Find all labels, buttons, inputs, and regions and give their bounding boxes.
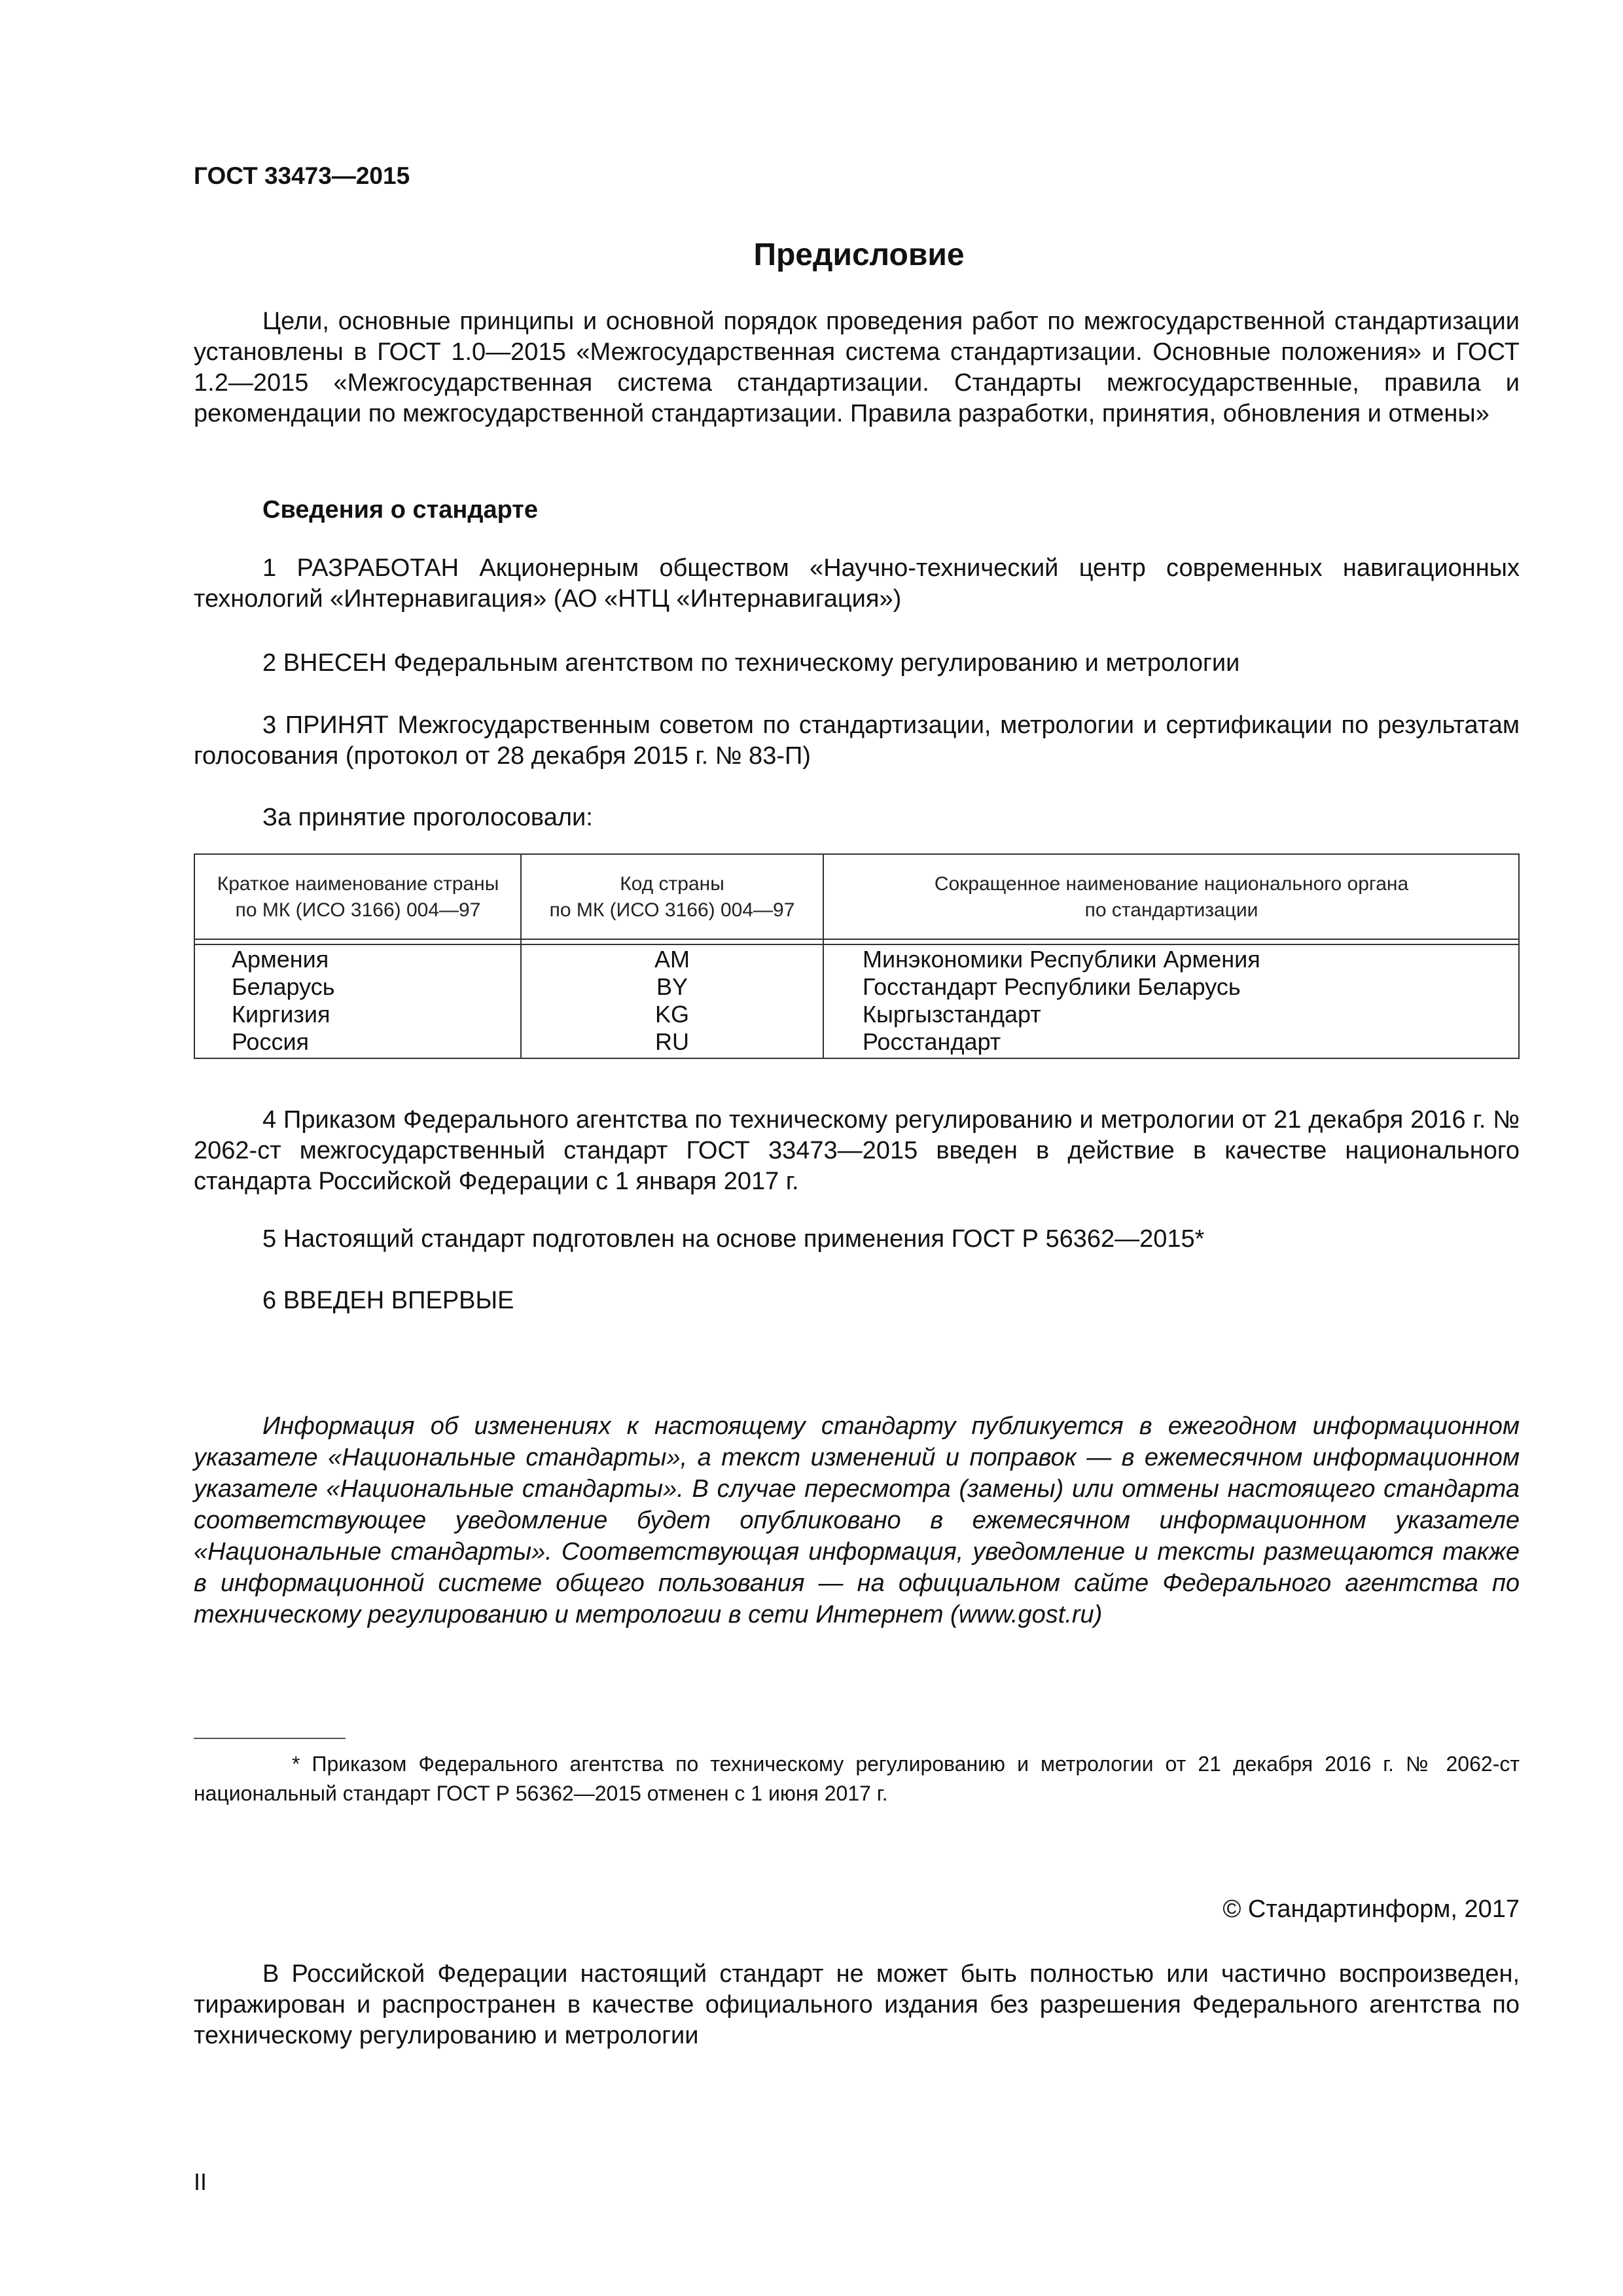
table-header-code: [521, 855, 823, 940]
table-cell-body: Росстандарт: [863, 1028, 1001, 1055]
item-4-paragraph: 4 Приказом Федерального агентства по техническому регулированию и метрологии от 21 декабря 2016 г. № 2062-ст межгосударственный стандарт ГОСТ 33473—2015 введен в действие в качестве национального стандарта Российской Федерации с 1 января 2017 г.: [194, 1106, 1520, 1195]
table-header-body-line1: Сокращенное наименование национального органа: [934, 873, 1409, 895]
table-cell-code: AM: [654, 946, 690, 973]
intro-paragraph: Цели, основные принципы и основной порядок проведения работ по межгосударственной стандартизации установлены в ГОСТ 1.0—2015 «Межгосударственная система стандартизации. Основные положения» и ГОСТ 1.2—2015 «Межгосударственная система стандартизации. Стандарты межгосударственные, правила и рекомендации по межгосударственной стандартизации. Правила разработки, принятия, обновления и отмены»: [194, 308, 1520, 427]
voting-table: [194, 853, 1520, 1059]
item-3-paragraph: 3 ПРИНЯТ Межгосударственным советом по стандартизации, метрологии и сертификации по результатам голосования (протокол от 28 декабря 2015 г. № 83-П): [194, 711, 1520, 770]
copyright-line: © Стандартинформ, 2017: [1222, 1895, 1520, 1923]
item-6-paragraph: 6 ВВЕДЕН ВПЕРВЫЕ: [262, 1287, 514, 1314]
table-header-rule: [195, 939, 1518, 940]
table-header-country-line1: Краткое наименование страны: [217, 873, 499, 895]
table-cell-code: RU: [655, 1028, 689, 1055]
table-header-code-line2: по МК (ИСО 3166) 004—97: [549, 899, 795, 921]
table-cell-body: Кыргызстандарт: [863, 1001, 1041, 1028]
table-cell-country: Киргизия: [232, 1001, 330, 1028]
info-note-paragraph: Информация об изменениях к настоящему стандарту публикуется в ежегодном информационном указателе «Национальные стандарты», а текст изменений и поправок — в ежемесячном информационном указателе «Национальные стандарты». В случае пересмотра (замены) или отмены настоящего стандарта соответствующее уведомление будет опубликовано в ежемесячном информационном указателе «Национальные стандарты». Соответствующая информация, уведомление и тексты размещаются также в информационной системе общего пользования — на официальном сайте Федерального агентства по техническому регулированию и метрологии в сети Интернет (www.gost.ru): [194, 1412, 1520, 1628]
table-header-country-line2: по МК (ИСО 3166) 004—97: [235, 899, 481, 921]
table-header-body: [823, 855, 1520, 940]
document-code-header: ГОСТ 33473—2015: [194, 162, 410, 189]
table-header-country: [195, 855, 521, 940]
table-cell-country: Россия: [232, 1028, 310, 1055]
footnote-separator: [194, 1738, 346, 1739]
table-header-code-line1: Код страны: [620, 873, 724, 895]
table-cell-code: KG: [654, 1001, 689, 1028]
table-cell-country: Армения: [232, 946, 329, 973]
table-header-body-line2: по стандартизации: [1084, 899, 1258, 921]
page-number: II: [194, 2168, 207, 2195]
item-1-paragraph: 1 РАЗРАБОТАН Акционерным обществом «Научно-технический центр современных навигационных технологий «Интернавигация» (АО «НТЦ «Интернавигация»): [194, 554, 1520, 613]
table-cell-code: BY: [656, 973, 688, 1000]
table-cell-country: Беларусь: [232, 973, 335, 1000]
page-title: Предисловие: [753, 238, 965, 272]
rights-note-paragraph: В Российской Федерации настоящий стандарт не может быть полностью или частично воспроизведен, тиражирован и распространен в качестве официального издания без разрешения Федерального агентства по техническому регулированию и метрологии: [194, 1960, 1520, 2049]
table-header-rule: [195, 944, 1518, 945]
vote-label: За принятие проголосовали:: [262, 804, 593, 831]
item-2-paragraph: 2 ВНЕСЕН Федеральным агентством по техническому регулированию и метрологии: [262, 649, 1240, 677]
footnote-paragraph: * Приказом Федерального агентства по техническому регулированию и метрологии от 21 декабря 2016 г. № 2062-ст национальный стандарт ГОСТ Р 56362—2015 отменен с 1 июня 2017 г.: [194, 1752, 1520, 1805]
table-cell-body: Минэкономики Республики Армения: [863, 946, 1260, 973]
item-5-paragraph: 5 Настоящий стандарт подготовлен на основе применения ГОСТ Р 56362—2015*: [262, 1225, 1205, 1253]
table-cell-body: Госстандарт Республики Беларусь: [863, 973, 1241, 1000]
section-subheading: Сведения о стандарте: [262, 496, 539, 524]
